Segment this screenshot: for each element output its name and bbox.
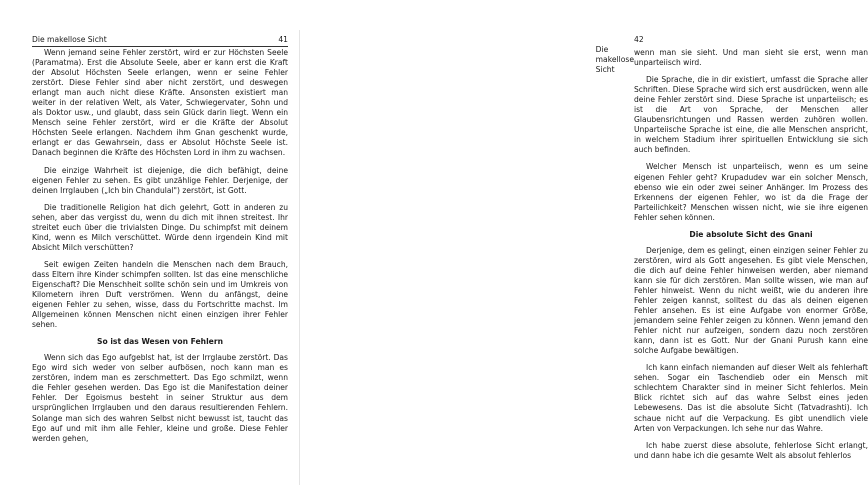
paragraph: Die Sprache, die in dir existiert, umfasst die Sprache aller Schriften. Diese Sprache wird sich erst ausdrücken, wenn alle deine Fehler zerstört sind. Diese Sprache ist unparteiisch; es ist die Art von Sprache, der Menschen aller Glaubensrichtungen und Rassen werden zuhören wollen. Unparteiische Sprache ist eine, die alle Menschen anspricht, in welchem Stadium ihrer spirituellen Entwicklung sie sich auch befinden. xyxy=(634,75,868,155)
right-page xyxy=(300,0,868,485)
right-page-number: 42 xyxy=(634,35,644,44)
paragraph: Derjenige, dem es gelingt, einen einzigen seiner Fehler zu zerstören, wird als Gott angesehen. Es gibt viele Menschen, die dich auf deine Fehler hinweisen werden, aber niemand kann sie für dich zerstören. Man sollte wissen, wie man auf Fehler hinweist. Wenn du nicht weißt, wie du anderen ihre Fehler zeigen kannst, solltest du das als deinen eigenen Fehler ansehen. Es ist eine Aufgabe von enormer Größe, jemandem seine Fehler zeigen zu können. Wenn jemand den Fehler nicht nur aufzeigen, sondern dazu noch zerstören kann, dann ist es Gott. Nur der Gnani Purush kann eine solche Aufgabe bewältigen. xyxy=(634,245,868,356)
paragraph: Wenn sich das Ego aufgeblst hat, ist der Irrglaube zerstört. Das Ego wird sich weder von selber aufbösen, noch kann man es zerstören, indem man es zerschmettert. Das Ego schmilzt, wenn die Fehler gesehen werden. Das Ego ist die Manifestation deiner Fehler. Der Egoismus besteht in seiner Struktur aus dem ursprünglichen Irrglauben und den daraus resultierenden Fehlern. Solange man sich des wahren Selbst nicht bewusst ist, taucht das Ego auf und mit ihm alle Fehler, kleine und große. Diese Fehler werden gehen, xyxy=(32,353,288,443)
left-page xyxy=(0,0,300,485)
paragraph: Ich kann einfach niemanden auf dieser Welt als fehlerhaft sehen. Sogar ein Taschendieb oder ein Mensch mit schlechtem Charakter sind in meiner Sicht fehlerlos. Mein Blick richtet sich auf das wahre Selbst eines jeden Lebewesens. Das ist die absolute Sicht (Tatvadrashti). Ich schaue nicht auf die Verpackung. Es gibt unendlich viele Arten von Verpackungen. Ich sehe nur das Wahre. xyxy=(634,363,868,433)
paragraph: Die einzige Wahrheit ist diejenige, die dich befähigt, deine eigenen Fehler zu sehen. Es gibt unzählige Fehler. Derjenige, der deinen Irrglauben („Ich bin Chandulal") zerstört, ist Gott. xyxy=(32,165,288,195)
left-page-body xyxy=(32,48,288,451)
right-page-body xyxy=(634,48,868,468)
left-header-title: Die makellose Sicht xyxy=(32,35,107,44)
paragraph: wenn man sie sieht. Und man sieht sie erst, wenn man unparteiisch wird. xyxy=(634,48,868,68)
paragraph: Die traditionelle Religion hat dich gelehrt, Gott in anderen zu sehen, aber das vergisst du, wenn du dich mit ihnen streitest. Ihr streitet euch über die trivialsten Dinge. Du schimpfst mit deinem Kind, wenn es Milch verschüttet. Würde denn irgendein Kind mit Absicht Milch verschütten? xyxy=(32,202,288,252)
section-heading: Die absolute Sicht des Gnani xyxy=(689,229,813,239)
right-header-title: Die makellose Sicht xyxy=(595,45,634,74)
section-heading: So ist das Wesen von Fehlern xyxy=(97,337,223,347)
paragraph: Ich habe zuerst diese absolute, fehlerlose Sicht erlangt, und dann habe ich die gesamte Welt als absolut fehlerlos xyxy=(634,440,868,460)
left-page-number: 41 xyxy=(278,35,288,44)
paragraph: Wenn jemand seine Fehler zerstört, wird er zur Höchsten Seele (Paramatma). Erst die Absolute Seele, aber er kann erst die Kraft der Absolut Höchsten Seele erlangen, wenn er seine Fehler zerstört. Diese Fehler sind aber nicht zerstört, und deswegen erlangt man auch nicht diese Kräfte. Ansonsten existiert man weiter in der relativen Welt, als Vater, Schwiegervater, Sohn und als Doktor usw., und glaubt, dass sein Glück darin liegt. Wenn ein Mensch seine Fehler zerstört, wird er die Kräfte der Absolut Höchsten Seele erlangen. Nachdem ihm Gnan geschenkt wurde, erlangt er das Gewahrsein, dass er Absolut Höchste Seele ist. Danach beginnen die Kräfte des Höchsten Lord in ihm zu wachsen. xyxy=(32,48,288,158)
left-page-header xyxy=(32,35,288,47)
paragraph: Seit ewigen Zeiten handeln die Menschen nach dem Brauch, dass Eltern ihre Kinder schimpfen sollten. Ist das eine menschliche Eigenschaft? Die Menschheit sollte schön sein und im Umkreis von Kilometern ihren Duft verströmen. Wenn du anfängst, deine eigenen Fehler zu sehen, wisse, dass du Fortschritte machst. Im Allgemeinen können Menschen nicht einen einzigen ihrer Fehler sehen. xyxy=(32,259,288,330)
paragraph: Welcher Mensch ist unparteiisch, wenn es um seine eigenen Fehler geht? Krupadudev war ein solcher Mensch, ebenso wie ein oder zwei seiner Anhänger. Im Prozess des Erkennens der eigenen Fehler, wo ist da die Frage der Parteilichkeit? Menschen wissen nicht, wie sie ihre eigenen Fehler sehen können. xyxy=(634,162,868,222)
